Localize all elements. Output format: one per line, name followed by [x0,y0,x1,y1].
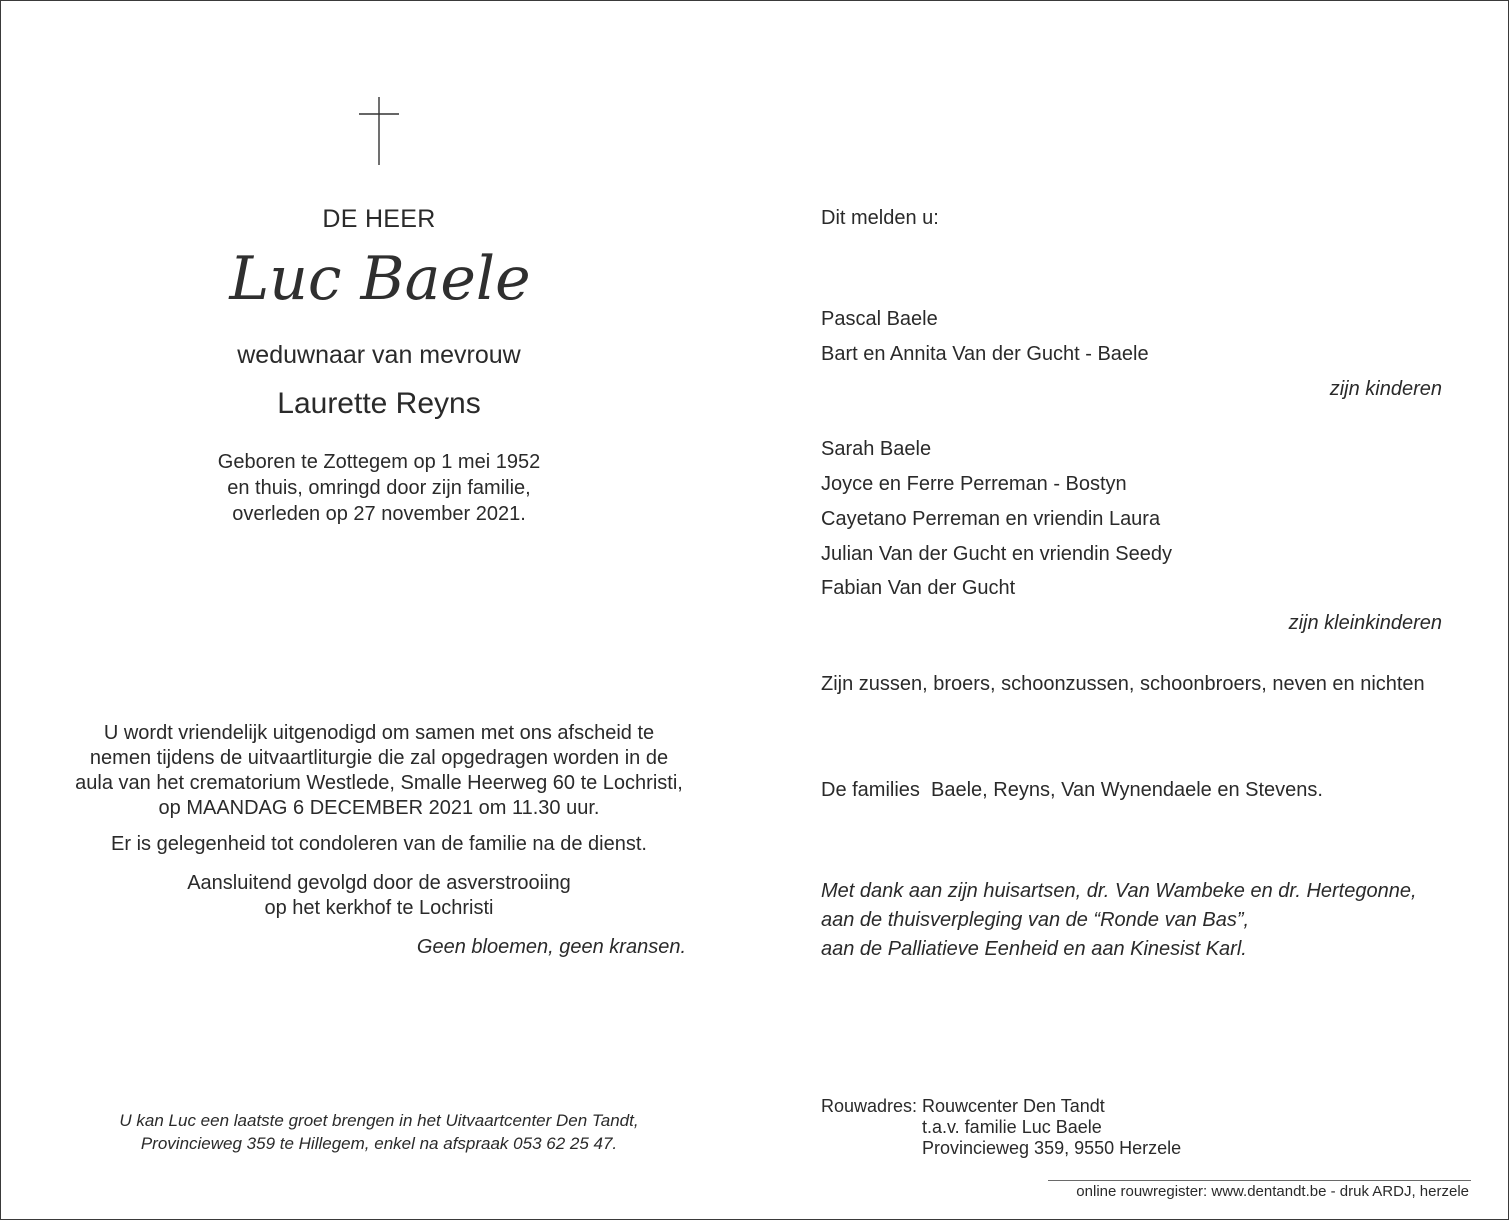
address-line: t.a.v. familie Luc Baele [922,1117,1102,1137]
address-block [922,1096,1181,1159]
condolence-text: Er is gelegenheid tot condoleren van de familie na de dienst. [111,833,647,855]
thanks-line: aan de thuisverpleging van de “Ronde van Bas”, [821,909,1250,931]
no-flowers-note: Geen bloemen, geen kransen. [416,936,686,958]
birth-line: Geboren te Zottegem op 1 mei 1952 [217,451,541,473]
cross-icon [359,97,399,165]
scattering-line: Aansluitend gevolgd door de asverstrooiing [187,872,571,894]
grandchild-name: Fabian Van der Gucht [821,577,1016,599]
invitation-line: op MAANDAG 6 DECEMBER 2021 om 11.30 uur. [158,797,600,819]
families-line: De families Baele, Reyns, Van Wynendaele en Stevens. [821,779,1323,801]
thanks-line: Met dank aan zijn huisartsen, dr. Van Wambeke en dr. Hertegonne, [821,880,1417,902]
children-label: zijn kinderen [1329,378,1442,400]
invitation-line: U wordt vriendelijk uitgenodigd om samen met ons afscheid te [103,722,655,744]
siblings-line: Zijn zussen, broers, schoonzussen, schoonbroers, neven en nichten [821,673,1425,695]
scattering-line: op het kerkhof te Lochristi [264,897,494,919]
grandchild-name: Joyce en Ferre Perreman - Bostyn [821,473,1127,495]
footer-text: online rouwregister: www.dentandt.be - druk ARDJ, herzele [1076,1183,1469,1200]
birth-death-info [1,449,757,527]
thanks-text [821,877,1417,964]
invitation-line: aula van het crematorium Westlede, Smalle Heerweg 60 te Lochristi, [75,772,683,794]
grandchild-name: Sarah Baele [821,438,932,460]
visit-info [1,1109,757,1155]
birth-line: overleden op 27 november 2021. [232,503,526,525]
birth-line: en thuis, omringd door zijn familie, [227,477,531,499]
address-line: Provincieweg 359, 9550 Herzele [922,1138,1182,1158]
deceased-name: Luc Baele [229,244,531,314]
honorific-title: DE HEER [322,205,436,233]
invitation-text [1,721,757,821]
grandchild-name: Cayetano Perreman en vriendin Laura [821,508,1161,530]
child-name: Pascal Baele [821,308,938,330]
visit-line: Provincieweg 359 te Hillegem, enkel na afspraak 053 62 25 47. [140,1134,618,1153]
footer-divider [1048,1180,1471,1181]
address-line: Rouwcenter Den Tandt [922,1096,1105,1116]
announcement-intro: Dit melden u: [821,207,939,229]
address-label: Rouwadres: [821,1096,918,1116]
spouse-name: Laurette Reyns [277,387,481,420]
grandchild-name: Julian Van der Gucht en vriendin Seedy [821,543,1172,565]
invitation-line: nemen tijdens de uitvaartliturgie die zal opgedragen worden in de [89,747,669,769]
child-name: Bart en Annita Van der Gucht - Baele [821,343,1149,365]
grandchildren-label: zijn kleinkinderen [1288,612,1442,634]
visit-line: U kan Luc een laatste groet brengen in het Uitvaartcenter Den Tandt, [119,1111,639,1130]
scattering-text [1,871,757,921]
deceased-name-script [227,237,533,317]
thanks-line: aan de Palliatieve Eenheid en aan Kinesist Karl. [821,938,1247,960]
widow-line: weduwnaar van mevrouw [237,341,521,369]
